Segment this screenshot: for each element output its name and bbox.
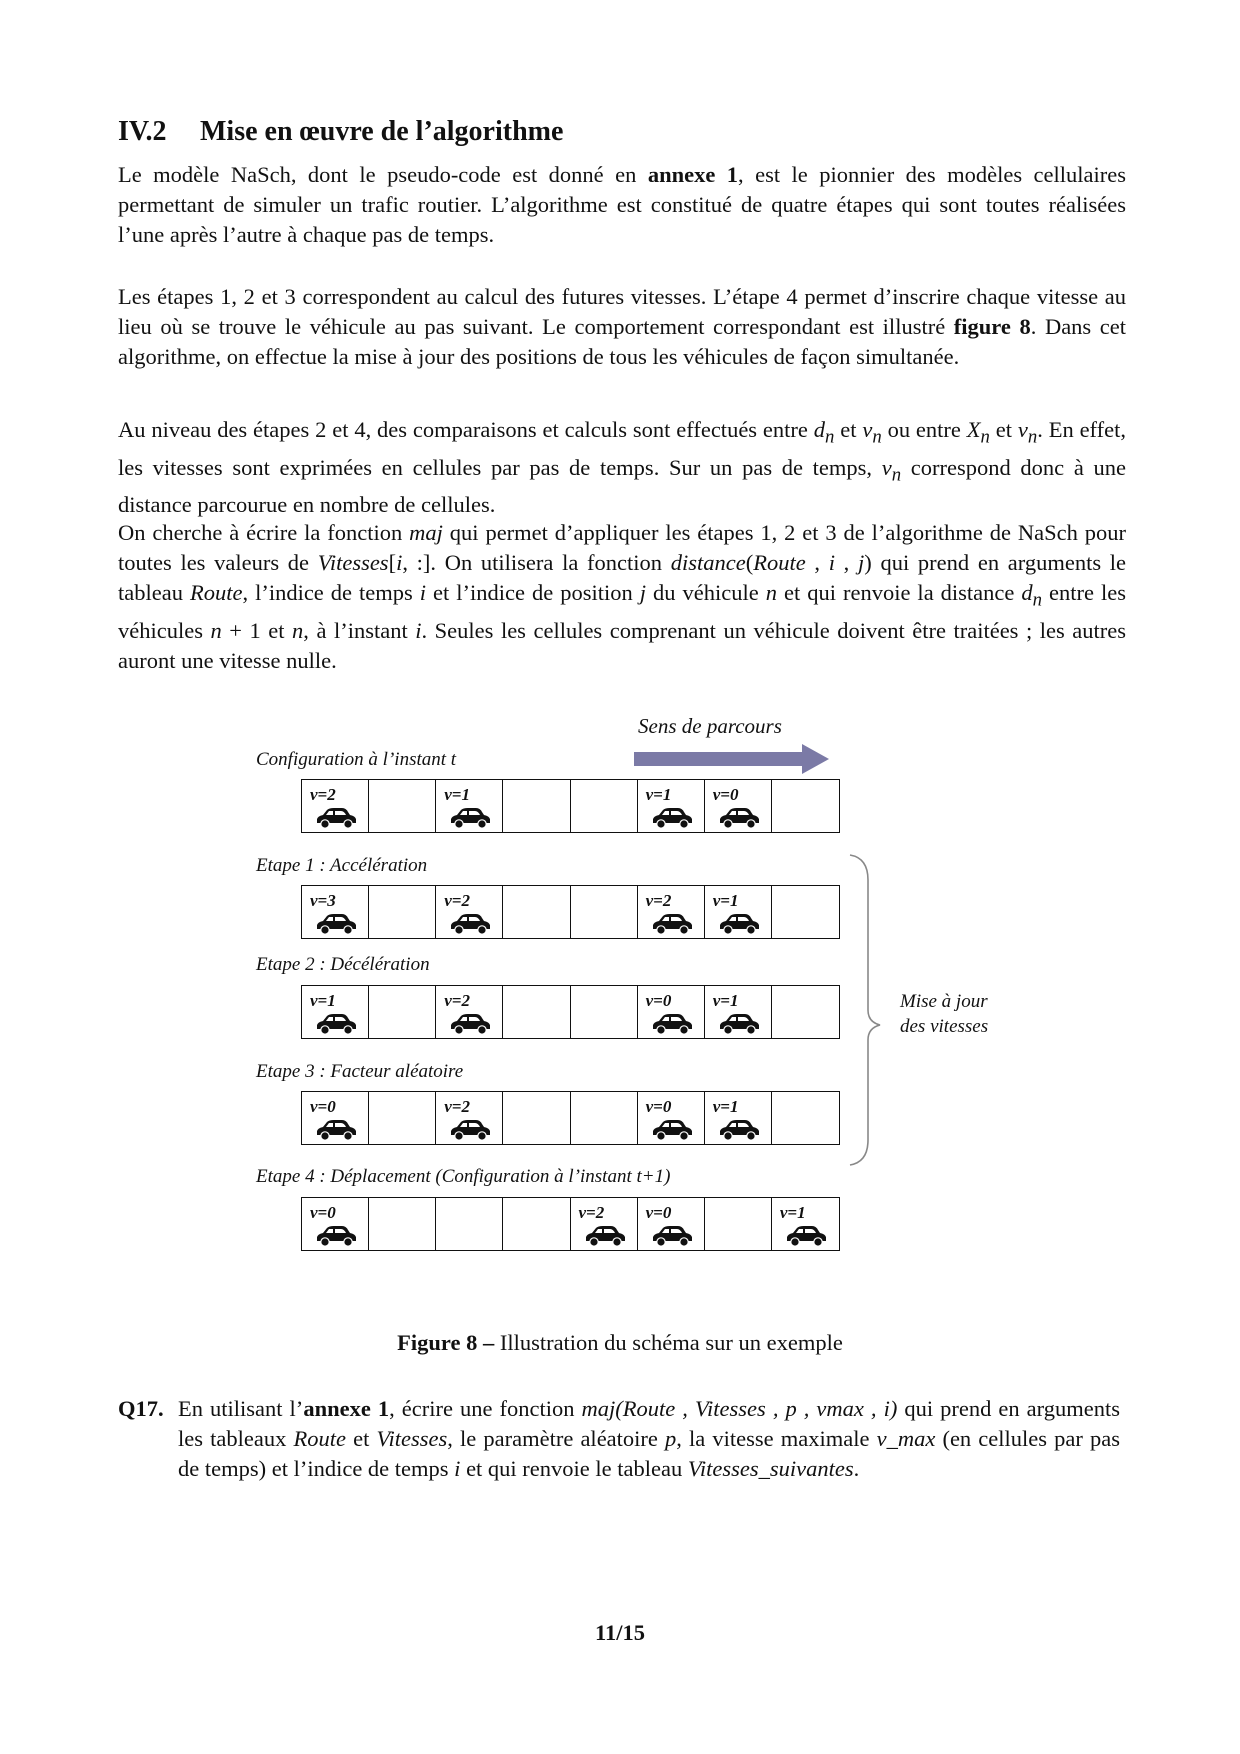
road-cell bbox=[772, 886, 839, 938]
text: . bbox=[853, 1456, 860, 1481]
speed-label: v=1 bbox=[779, 1203, 806, 1222]
math: j bbox=[858, 550, 865, 575]
road-cell bbox=[436, 1198, 503, 1250]
road-cell bbox=[302, 780, 369, 832]
section-heading: Mise en œuvre de l’algorithme bbox=[200, 116, 564, 147]
road-cell bbox=[503, 986, 570, 1038]
speed-label: v=0 bbox=[310, 1203, 336, 1222]
car-icon bbox=[650, 913, 694, 935]
math: n bbox=[825, 426, 835, 448]
road-cell bbox=[503, 780, 570, 832]
road-cell bbox=[772, 780, 839, 832]
road-cell bbox=[571, 986, 638, 1038]
text: qui prend en arguments les tableaux bbox=[178, 1396, 1120, 1451]
text: , la vitesse maximale bbox=[676, 1426, 877, 1451]
text: , est le pionnier des modèles cellulaires permettant de simuler un trafic routier. L’algorithme est constitué de quatre étapes qui sont toutes réalisées l’une après l’autre à chaque pas de temps. bbox=[118, 162, 1126, 247]
text: ou entre bbox=[881, 417, 967, 442]
speed-label: v=1 bbox=[712, 1097, 739, 1116]
road-cell bbox=[638, 1092, 705, 1144]
road-cell bbox=[503, 1092, 570, 1144]
math: maj bbox=[409, 520, 443, 545]
page-number: 11/15 bbox=[594, 1620, 645, 1645]
road-row-4 bbox=[301, 1197, 840, 1251]
math: v bbox=[881, 454, 892, 480]
question-17 bbox=[118, 1394, 1120, 1484]
math: n bbox=[1032, 589, 1043, 611]
figure-caption bbox=[0, 1330, 1240, 1356]
road-cell bbox=[638, 886, 705, 938]
math: v bbox=[862, 417, 873, 442]
math: n bbox=[765, 580, 777, 605]
speed-label: v=1 bbox=[310, 991, 336, 1010]
math: Vitesses bbox=[317, 550, 389, 575]
math: Route bbox=[293, 1426, 346, 1451]
road-cell bbox=[638, 780, 705, 832]
car-icon bbox=[314, 1013, 358, 1035]
math: v bbox=[1017, 417, 1028, 442]
road-cell bbox=[302, 986, 369, 1038]
speed-label: v=1 bbox=[645, 785, 672, 804]
row-label-4: Etape 4 : Déplacement (Configuration à l’instant t+1) bbox=[256, 1166, 671, 1187]
math: i bbox=[828, 550, 835, 575]
road-cell bbox=[705, 986, 772, 1038]
road-cell bbox=[571, 886, 638, 938]
caption-text: Illustration du schéma sur un exemple bbox=[494, 1330, 843, 1355]
road-cell bbox=[503, 1198, 570, 1250]
section-number: IV.2 bbox=[118, 116, 167, 147]
text: , écrire une fonction bbox=[389, 1396, 582, 1421]
car-icon bbox=[650, 1119, 694, 1141]
text: correspond donc à une distance parcourue en nombre de cellules. bbox=[118, 454, 1126, 517]
math: n bbox=[292, 617, 304, 643]
road-cell bbox=[369, 1092, 436, 1144]
paragraph-1 bbox=[118, 160, 1126, 250]
math: d bbox=[813, 417, 825, 442]
math: n bbox=[210, 617, 222, 643]
road-row-1 bbox=[301, 885, 840, 939]
text: [ bbox=[388, 550, 397, 575]
car-icon bbox=[784, 1225, 828, 1247]
speed-label: v=2 bbox=[310, 785, 336, 804]
road-cell bbox=[369, 1198, 436, 1250]
speed-label: v=0 bbox=[712, 785, 739, 804]
row-label-0: Configuration à l’instant t bbox=[256, 749, 457, 770]
text: (en cellules par pas de temps) et l’indice de temps bbox=[178, 1426, 1120, 1481]
text: , :]. On utilisera la fonction bbox=[402, 550, 671, 575]
math: i bbox=[419, 580, 427, 605]
car-icon bbox=[717, 1119, 761, 1141]
text: , à l’instant bbox=[303, 617, 416, 643]
car-icon bbox=[314, 913, 358, 935]
road-cell bbox=[436, 986, 503, 1038]
text: du véhicule bbox=[646, 580, 766, 605]
row-label-3: Etape 3 : Facteur aléatoire bbox=[256, 1061, 464, 1082]
car-icon bbox=[448, 807, 492, 829]
text: . Seules les cellules comprenant un véhicule doivent être traitées ; les autres auront une vitesse nulle. bbox=[118, 617, 1126, 673]
text: , l’indice de temps bbox=[242, 580, 420, 605]
figure-ref: figure 8 bbox=[953, 314, 1031, 339]
text: . Dans cet algorithme, on effectue la mise à jour des positions de tous les véhicules de façon simultanée. bbox=[118, 314, 1127, 369]
text: . En effet, les vitesses sont exprimées en cellules par pas de temps. Sur un pas de temps, bbox=[118, 417, 1126, 480]
direction-arrow-icon bbox=[634, 744, 829, 774]
road-cell bbox=[772, 1092, 839, 1144]
road-cell bbox=[571, 780, 638, 832]
text: ) qui prend en arguments le tableau bbox=[118, 550, 1127, 605]
math: j bbox=[639, 580, 647, 605]
function-signature: maj(Route , Vitesses , p , vmax , i) bbox=[581, 1396, 898, 1421]
speed-label: v=0 bbox=[645, 1097, 672, 1116]
text: , bbox=[805, 550, 829, 575]
road-cell bbox=[772, 1198, 839, 1250]
math: Route bbox=[189, 580, 243, 605]
section-title bbox=[118, 116, 563, 148]
math: p bbox=[665, 1426, 677, 1451]
road-cell bbox=[369, 886, 436, 938]
car-icon bbox=[717, 1013, 761, 1035]
paragraph-3 bbox=[118, 415, 1126, 520]
text: et bbox=[834, 417, 863, 442]
road-cell bbox=[772, 986, 839, 1038]
road-cell bbox=[705, 780, 772, 832]
car-icon bbox=[650, 1013, 694, 1035]
math: i bbox=[415, 617, 422, 643]
road-cell bbox=[436, 780, 503, 832]
road-cell bbox=[436, 1092, 503, 1144]
speed-label: v=2 bbox=[444, 1097, 470, 1116]
text: Les étapes 1, 2 et 3 correspondent au calcul des futures vitesses. L’étape 4 permet d’inscrire chaque vitesse au lieu où se trouve le véhicule au pas suivant. Le comportement correspondant est illustré bbox=[118, 284, 1126, 339]
text: Au niveau des étapes 2 et 4, des comparaisons et calculs sont effectués entre bbox=[118, 417, 814, 442]
road-cell bbox=[302, 1198, 369, 1250]
road-cell bbox=[705, 886, 772, 938]
math: Vitesses bbox=[376, 1426, 448, 1451]
road-cell bbox=[369, 986, 436, 1038]
car-icon bbox=[448, 1119, 492, 1141]
brace-label-line2: des vitesses bbox=[900, 1016, 989, 1037]
road-cell bbox=[705, 1198, 772, 1250]
text: Le modèle NaSch, dont le pseudo-code est donné en bbox=[118, 162, 648, 187]
text: qui permet d’appliquer les étapes 1, 2 et 3 de l’algorithme de NaSch pour toutes les valeurs de bbox=[118, 520, 1127, 575]
annex-ref: annexe 1 bbox=[647, 162, 739, 187]
car-icon bbox=[448, 1013, 492, 1035]
road-cell bbox=[369, 780, 436, 832]
question-number: Q17. bbox=[118, 1396, 164, 1421]
math: Route bbox=[753, 550, 806, 575]
car-icon bbox=[314, 1119, 358, 1141]
text: et l’indice de position bbox=[426, 580, 640, 605]
math: Vitesses_suivantes bbox=[687, 1456, 854, 1481]
text: et qui renvoie la distance bbox=[776, 580, 1022, 605]
road-cell bbox=[302, 886, 369, 938]
road-row-2 bbox=[301, 985, 840, 1039]
math: i bbox=[454, 1456, 461, 1481]
speed-label: v=0 bbox=[645, 1203, 672, 1222]
speed-label: v=2 bbox=[578, 1203, 605, 1222]
math: n bbox=[1027, 426, 1038, 448]
math: n bbox=[872, 426, 882, 448]
math: X bbox=[966, 417, 981, 442]
car-icon bbox=[717, 913, 761, 935]
paragraph-2 bbox=[118, 282, 1126, 372]
road-cell bbox=[302, 1092, 369, 1144]
car-icon bbox=[717, 807, 761, 829]
car-icon bbox=[650, 807, 694, 829]
text: et bbox=[345, 1426, 377, 1451]
road-row-0 bbox=[301, 779, 840, 833]
speed-label: v=0 bbox=[645, 991, 672, 1010]
road-cell bbox=[571, 1092, 638, 1144]
math: n bbox=[980, 426, 990, 448]
speed-label: v=1 bbox=[712, 991, 739, 1010]
math: i bbox=[396, 550, 403, 575]
road-cell bbox=[571, 1198, 638, 1250]
road-row-3 bbox=[301, 1091, 840, 1145]
road-cell bbox=[705, 1092, 772, 1144]
speed-label: v=2 bbox=[645, 891, 672, 910]
caption-number: Figure 8 – bbox=[397, 1330, 495, 1355]
brace-label-line1: Mise à jour bbox=[900, 991, 988, 1012]
speed-label: v=2 bbox=[444, 991, 470, 1010]
car-icon bbox=[448, 913, 492, 935]
road-cell bbox=[436, 886, 503, 938]
text: En utilisant l’ bbox=[178, 1396, 304, 1421]
math: n bbox=[891, 464, 902, 485]
speed-label: v=0 bbox=[310, 1097, 336, 1116]
text: + 1 et bbox=[221, 617, 293, 643]
road-cell bbox=[638, 986, 705, 1038]
speed-label: v=2 bbox=[444, 891, 470, 910]
row-label-1: Etape 1 : Accélération bbox=[256, 855, 428, 876]
speed-label: v=1 bbox=[444, 785, 470, 804]
text: On cherche à écrire la fonction bbox=[118, 520, 410, 545]
math: d bbox=[1021, 580, 1033, 605]
car-icon bbox=[583, 1225, 627, 1247]
direction-label: Sens de parcours bbox=[638, 714, 782, 738]
car-icon bbox=[314, 1225, 358, 1247]
question-text bbox=[178, 1394, 1120, 1484]
text: , bbox=[834, 550, 859, 575]
paragraph-4 bbox=[118, 518, 1126, 676]
text: , le paramètre aléatoire bbox=[447, 1426, 666, 1451]
math: distance bbox=[670, 550, 746, 575]
road-cell bbox=[503, 886, 570, 938]
road-cell bbox=[638, 1198, 705, 1250]
annex-ref: annexe 1 bbox=[303, 1396, 390, 1421]
speed-label: v=3 bbox=[310, 891, 336, 910]
car-icon bbox=[650, 1225, 694, 1247]
text: ( bbox=[745, 550, 754, 575]
text: et bbox=[989, 417, 1018, 442]
text: entre les véhicules bbox=[118, 580, 1126, 643]
car-icon bbox=[314, 807, 358, 829]
math: v_max bbox=[876, 1426, 936, 1451]
row-label-2: Etape 2 : Décélération bbox=[256, 954, 430, 975]
text: et qui renvoie le tableau bbox=[460, 1456, 688, 1481]
speed-label: v=1 bbox=[712, 891, 739, 910]
